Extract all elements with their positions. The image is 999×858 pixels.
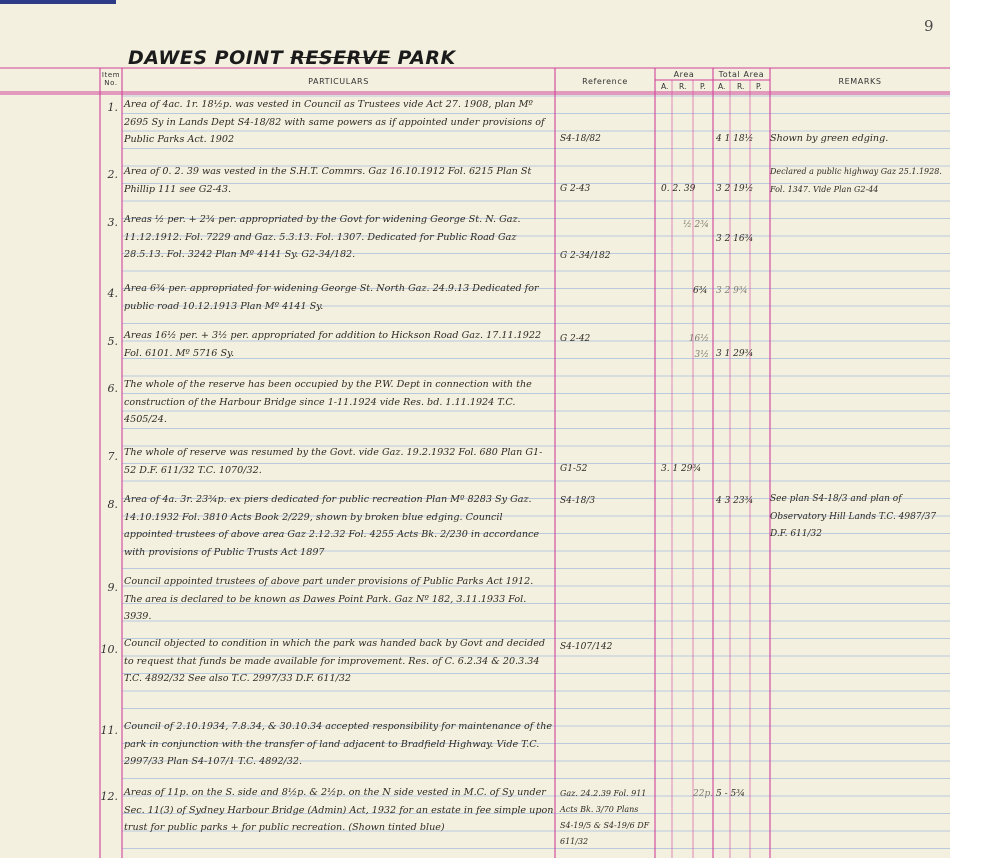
header-area-r: R. xyxy=(679,82,687,91)
entry-7-reference: G1-52 xyxy=(560,464,588,474)
entry-5-number: 5. xyxy=(107,335,118,348)
entry-12-area: 22p. xyxy=(693,789,714,799)
entry-8-remarks: See plan S4-18/3 and plan of Observatory Hill Lands T.C. 4987/37 D.F. 611/32 xyxy=(770,494,937,539)
page-number: 9 xyxy=(924,17,934,35)
header-item-no xyxy=(100,71,122,87)
entry-3-area: ½ 2¾ xyxy=(682,220,709,230)
entry-8-text: Area of 4a. 3r. 23¾p. ex piers dedicated for public recreation Plan Mº 8283 Sy Gaz. 14.10.1932 Fol. 3810 Acts Book 2/229, shown by broken blue edging. Council appointed trustees of above area Gaz 2.12.32 Fol. 4255 Acts Bk. 2/230 in accordance with provisions of Public Trusts Act 1897 xyxy=(124,494,540,558)
entry-3-text: Areas ½ per. + 2¾ per. appropriated by the Govt for widening George St. N. Gaz. 11.12.1912. Fol. 7229 and Gaz. 5.3.13. Fol. 1307. Dedicated for Public Road Gaz 28.5.13. Fol. 3242 Plan Mº 4141 Sy. G2-34/182. xyxy=(124,214,521,260)
entry-12-total-area: 5 - 5¾ xyxy=(716,789,745,799)
entry-8-number: 8. xyxy=(107,498,118,511)
header-area-a: A. xyxy=(661,82,669,91)
entry-2-text: Area of 0. 2. 39 was vested in the S.H.T. Commrs. Gaz 16.10.1912 Fol. 6215 Plan St Phillip 111 see G2-43. xyxy=(124,166,532,195)
title-before: DAWES POINT xyxy=(128,47,291,69)
entry-12-text: Areas of 11p. on the S. side and 8½p. & 2½p. on the N side vested in M.C. of Sy under Sec. 11(3) of Sydney Harbour Bridge (Admin) Act, 1932 for an estate in fee simple upon trust for public parks + for public recreation. (Shown tinted blue) xyxy=(124,787,554,833)
header-total-area: Total Area xyxy=(718,70,765,79)
entry-2-reference: G 2-43 xyxy=(560,184,591,194)
title-after: PARK xyxy=(390,47,456,69)
entry-4-number: 4. xyxy=(107,287,118,300)
entry-1-remarks: Shown by green edging. xyxy=(770,133,889,144)
entry-5-total-area: 3 1 29¾ xyxy=(716,349,754,359)
entry-2-remarks: Declared a public highway Gaz 25.1.1928. Fol. 1347. Vide Plan G2-44 xyxy=(770,167,942,194)
entry-10-number: 10. xyxy=(100,643,118,656)
entry-3-total-area: 3 2 16¾ xyxy=(716,234,754,244)
entry-1-reference: S4-18/82 xyxy=(560,134,601,144)
header-reference: Reference xyxy=(582,77,628,86)
header-particulars: PARTICULARS xyxy=(308,77,369,86)
entry-2-area: 0. 2. 39 xyxy=(661,184,696,194)
entry-5-reference: G 2-42 xyxy=(560,334,591,344)
entry-1-number: 1. xyxy=(107,101,118,114)
entry-10-reference: S4-107/142 xyxy=(560,642,613,652)
entry-8-total-area: 4 3 23¾ xyxy=(716,496,754,506)
header-total-p: P. xyxy=(756,82,762,91)
entry-4-area: 6¾ xyxy=(693,286,708,296)
entry-6-text: The whole of the reserve has been occupied by the P.W. Dept in connection with the construction of the Harbour Bridge since 1-11.1924 vide Res. bd. 1.11.1924 T.C. 4505/24. xyxy=(124,379,532,425)
entry-2-number: 2. xyxy=(107,168,118,181)
entry-12-number: 12. xyxy=(100,790,118,803)
entry-7-text: The whole of reserve was resumed by the Govt. vide Gaz. 19.2.1932 Fol. 680 Plan G1-52 D.F. 611/32 T.C. 1070/32. xyxy=(124,447,543,476)
entry-11-number: 11. xyxy=(100,724,118,737)
header-item-no-line2: No. xyxy=(104,79,118,87)
entry-6-number: 6. xyxy=(107,382,118,395)
entry-5-text: Areas 16½ per. + 3½ per. appropriated for addition to Hickson Road Gaz. 17.11.1922 Fol. 6101. Mº 5716 Sy. xyxy=(124,330,542,359)
entry-3-number: 3. xyxy=(107,216,118,229)
entry-11-text: Council of 2.10.1934, 7.8.34, & 30.10.34 accepted responsibility for maintenance of the park in conjunction with the transfer of land adjacent to Bradfield Highway. Vide T.C. 2997/33 Plan S4-107/1 T.C. 4892/32. xyxy=(124,721,553,767)
entry-1-total-area: 4 1 18½ xyxy=(716,134,754,144)
page-title xyxy=(128,47,456,69)
entry-7-area: 3. 1 29¾ xyxy=(661,464,702,474)
header-total-a: A. xyxy=(718,82,726,91)
entry-1-text: Area of 4ac. 1r. 18½p. was vested in Council as Trustees vide Act 27. 1908, plan Mº 2695 Sy in Lands Dept S4-18/82 with same powers as if appointed under provisions of Public Parks Act. 1902 xyxy=(124,99,545,145)
entry-4-total-area: 3 2 9¾ xyxy=(716,286,748,296)
entry-12-reference: Gaz. 24.2.39 Fol. 911 Acts Bk. 3/70 Plans S4-19/5 & S4-19/6 DF 611/32 xyxy=(560,789,650,846)
header-remarks: REMARKS xyxy=(838,77,882,86)
entry-4-text: Area 6¾ per. appropriated for widening George St. North Gaz. 24.9.13 Dedicated for public road 10.12.1913 Plan Mº 4141 Sy. xyxy=(124,283,539,312)
entry-8-reference: S4-18/3 xyxy=(560,496,596,506)
title-struck-word: RESERVE xyxy=(290,47,391,69)
header-area: Area xyxy=(673,70,695,79)
entry-9-text: Council appointed trustees of above part under provisions of Public Parks Act 1912. The area is declared to be known as Dawes Point Park. Gaz Nº 182, 3.11.1933 Fol. 3939. xyxy=(124,576,534,622)
entry-2-total-area: 3 2 19½ xyxy=(716,184,754,194)
entry-5-area: 16½ 3½ xyxy=(688,334,709,360)
header-total-r: R. xyxy=(737,82,745,91)
entry-3-reference: G 2-34/182 xyxy=(560,251,611,261)
entry-7-number: 7. xyxy=(107,450,118,463)
entry-10-text: Council objected to condition in which the park was handed back by Govt and decided to request that funds be made available for improvement. Res. of C. 6.2.34 & 20.3.34 T.C. 4892/32 See also T.C. 2997/33 D.F. 611/32 xyxy=(124,638,546,684)
entry-9-number: 9. xyxy=(107,581,118,594)
header-area-p: P. xyxy=(700,82,706,91)
header-item-no-line1: Item xyxy=(101,71,121,79)
